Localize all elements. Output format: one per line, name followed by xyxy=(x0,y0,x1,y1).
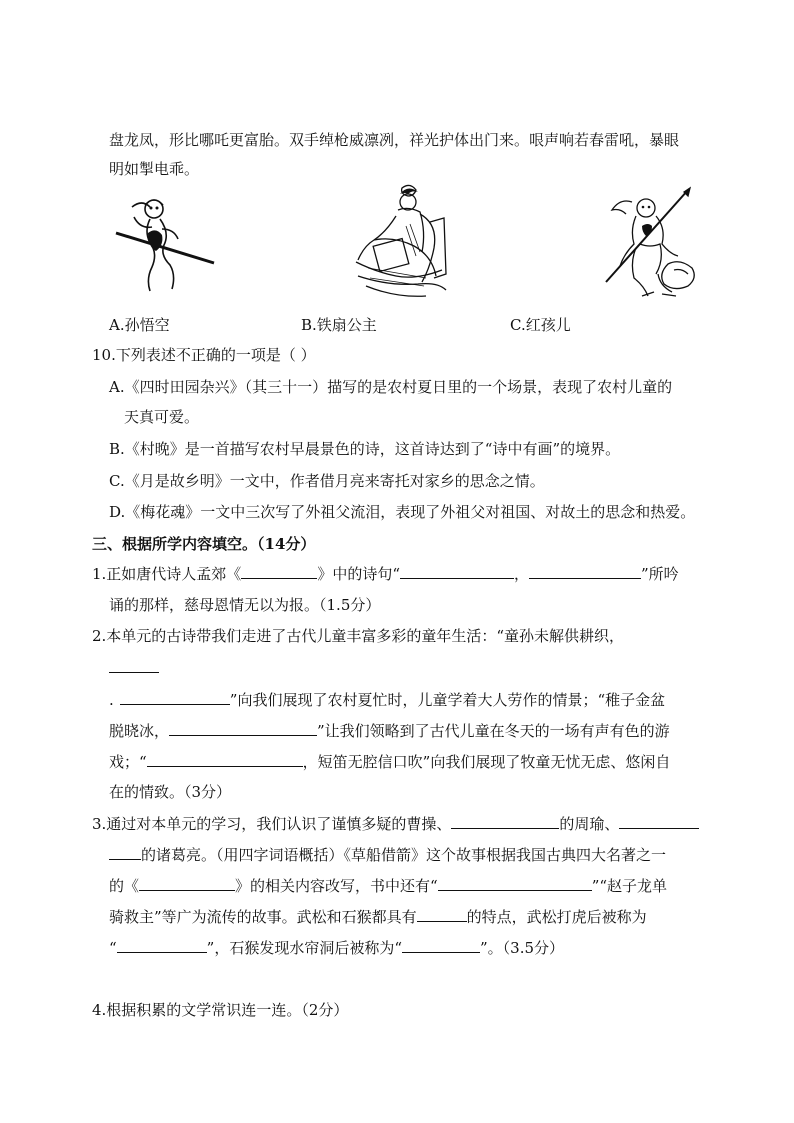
s3-q3-text-3b: 》的相关内容改写，书中还有“ xyxy=(235,877,438,895)
q10-option-b: B.《村晚》是一首描写农村早晨景色的诗，这首诗达到了“诗中有画”的境界。 xyxy=(109,440,621,458)
s3-q3-text-2b: 的诸葛亮。（用四字词语概括）《草船借箭》这个故事根据我国古典四大名著之一 xyxy=(141,846,667,864)
s3-q2-line1: 2.本单元的古诗带我们走进了古代儿童丰富多彩的童年生活：“童孙未解供耕织， xyxy=(92,627,624,645)
s3-q3-text-3a: 的《 xyxy=(109,877,140,895)
s3-q3-blank-monkey[interactable] xyxy=(402,938,480,953)
q10-option-d: D.《梅花魂》一文中三次写了外祖父流泪，表现了外祖父对祖国、对故土的思念和热爱。 xyxy=(109,503,696,521)
s3-q1-line2: 诵的那样，慈母恩情无以为报。（1.5分） xyxy=(109,596,381,614)
s3-q3-blank-2b[interactable] xyxy=(109,845,141,860)
s3-q2-text-4b: ”让我们领略到了古代儿童在冬天的一场有声有色的游 xyxy=(317,722,670,740)
s3-q1-blank-verse-2[interactable] xyxy=(529,564,641,579)
q10-option-a-line2: 天真可爱。 xyxy=(124,408,200,426)
s3-q4-text: 4.根据积累的文学常识连一连。（2分） xyxy=(92,1001,349,1019)
section-3-heading: 三、根据所学内容填空。（14分） xyxy=(92,535,316,553)
s3-q2-blank-1[interactable] xyxy=(109,658,159,673)
s3-q1-text-4: ”所吟 xyxy=(641,565,679,583)
s3-q1-text-3: ， xyxy=(513,565,529,583)
red-boy-illustration xyxy=(602,186,706,302)
s3-q2-line5 xyxy=(109,752,670,772)
poem-line-1: 盘龙凤，形比哪吒更富胎。双手绰枪威凛冽，祥光护体出门来。哏声响若春雷吼，暴眼 xyxy=(109,131,680,149)
s3-q3-blank-book[interactable] xyxy=(139,876,235,891)
s3-q3-blank-2a[interactable] xyxy=(619,814,699,829)
s3-q2-text-4a: 脱晓冰， xyxy=(109,722,170,740)
poem-line-2: 明如掣电乖。 xyxy=(109,160,200,178)
s3-q2-text-5b: ，短笛无腔信口吹”向我们展现了牧童无忧无虑、悠闲自 xyxy=(302,753,671,771)
q10-option-c: C.《月是故乡明》一文中，作者借月亮来寄托对家乡的思念之情。 xyxy=(109,472,545,490)
q9-option-a: A.孙悟空 xyxy=(109,316,170,334)
s3-q3-blank-wusong[interactable] xyxy=(117,938,207,953)
s3-q1-text-2: 》中的诗句“ xyxy=(317,565,400,583)
sun-wukong-illustration xyxy=(112,193,216,297)
s3-q2-text-3: ”向我们展现了农村夏忙时，儿童学着大人劳作的情景；“稚子金盆 xyxy=(229,691,666,709)
s3-q3-text-1a: 3.通过对本单元的学习，我们认识了谨慎多疑的曹操、 xyxy=(92,815,452,833)
s3-q2-text-5a: 戏；“ xyxy=(109,753,147,771)
s3-q2-blank-4[interactable] xyxy=(147,752,303,767)
s3-q2-line3 xyxy=(109,690,665,710)
s3-q1-blank-verse-1[interactable] xyxy=(400,564,514,579)
s3-q3-text-5b: ”，石猴发现水帘洞后被称为“ xyxy=(206,939,403,957)
s3-q3-line1 xyxy=(92,814,699,834)
s3-q3-blank-1[interactable] xyxy=(451,814,559,829)
s3-q3-blank-trait[interactable] xyxy=(417,907,467,922)
s3-q3-text-1b: 的周瑜、 xyxy=(559,815,620,833)
s3-q2-line2 xyxy=(109,658,159,677)
s3-q2-line6: 在的情致。（3分） xyxy=(109,783,232,801)
s3-q3-text-4a: 骑救主”等广为流传的故事。武松和石猴都具有 xyxy=(109,908,417,926)
s3-q3-text-5a: “ xyxy=(109,939,117,957)
s3-q1-text-1: 1.正如唐代诗人孟郊《 xyxy=(92,565,242,583)
s3-q3-text-4b: 的特点，武松打虎后被称为 xyxy=(466,908,647,926)
q9-option-b: B.铁扇公主 xyxy=(301,316,377,334)
s3-q2-blank-2[interactable] xyxy=(120,690,230,705)
s3-q2-line4 xyxy=(109,721,670,741)
s3-q3-line3 xyxy=(109,876,667,896)
s3-q2-dot: . xyxy=(109,691,114,709)
princess-iron-fan-illustration xyxy=(346,182,452,306)
q10-option-a-line1: A.《四时田园杂兴》（其三十一）描写的是农村夏日里的一个场景，表现了农村儿童的 xyxy=(109,378,673,396)
q10-stem: 10.下列表述不正确的一项是（ ） xyxy=(92,346,316,364)
s3-q1-blank-title[interactable] xyxy=(241,564,317,579)
s3-q3-line2 xyxy=(109,845,666,865)
s3-q3-line4 xyxy=(109,907,647,927)
s3-q3-blank-story[interactable] xyxy=(438,876,592,891)
q9-option-c: C.红孩儿 xyxy=(510,316,571,334)
s3-q1-line1 xyxy=(92,564,679,584)
s3-q2-blank-3[interactable] xyxy=(169,721,317,736)
s3-q3-text-5c: ”。（3.5分） xyxy=(480,939,565,957)
s3-q3-line5 xyxy=(109,938,564,958)
s3-q3-text-3c: ”“赵子龙单 xyxy=(591,877,668,895)
